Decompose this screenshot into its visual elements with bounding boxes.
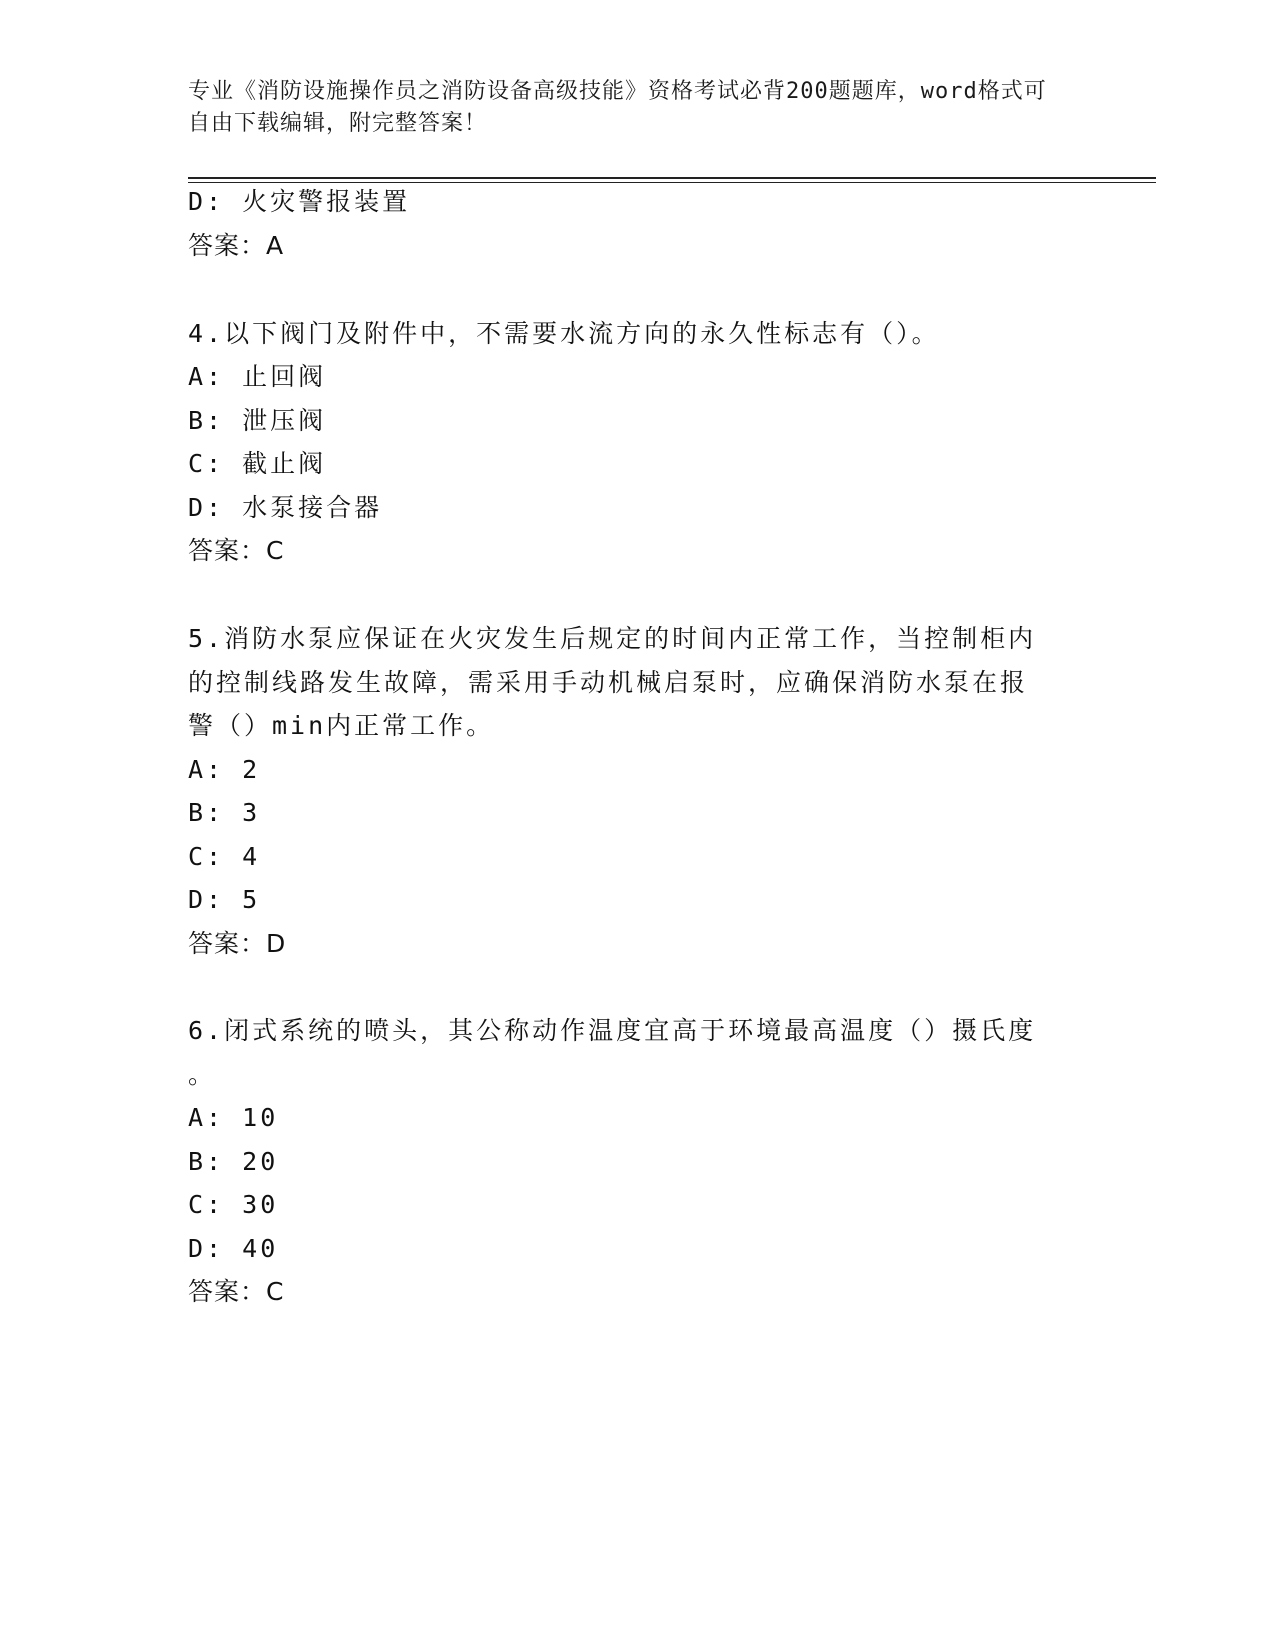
q6-option-c: C: 30 — [188, 1190, 279, 1219]
q6-option-a: A: 10 — [188, 1103, 279, 1132]
q5-option-c: C: 4 — [188, 842, 261, 871]
q6-stem-line-1: 6.闭式系统的喷头，其公称动作温度宜高于环境最高温度（）摄氏度 — [188, 1016, 1037, 1045]
q3-option-d: D: 火灾警报装置 — [188, 187, 411, 216]
document-header: 专业《消防设施操作员之消防设备高级技能》资格考试必背200题题库，word格式可自由下载编辑，附完整答案！ — [188, 79, 1047, 136]
q4-option-d: D: 水泵接合器 — [188, 493, 383, 522]
q5-stem-line-1: 5.消防水泵应保证在火灾发生后规定的时间内正常工作，当控制柜内 — [188, 624, 1037, 653]
header-rule-thin — [188, 182, 1156, 183]
q4-option-b: B: 泄压阀 — [188, 406, 327, 435]
q5-option-b: B: 3 — [188, 798, 261, 827]
q5-option-d: D: 5 — [188, 885, 261, 914]
q6-option-d: D: 40 — [188, 1234, 279, 1263]
q5-stem-line-2: 的控制线路发生故障，需采用手动机械启泵时，应确保消防水泵在报 — [188, 668, 1029, 697]
q6-answer: 答案：C — [188, 1277, 285, 1306]
header-rule-thick — [188, 177, 1156, 179]
q6-stem-line-2: 。 — [188, 1060, 217, 1089]
q6-option-b: B: 20 — [188, 1147, 279, 1176]
q3-answer: 答案：A — [188, 231, 285, 260]
q5-answer: 答案：D — [188, 929, 287, 958]
q4-stem: 4.以下阀门及附件中，不需要水流方向的永久性标志有（）。 — [188, 319, 940, 348]
q4-answer: 答案：C — [188, 536, 285, 565]
q5-stem-line-3: 警（）min内正常工作。 — [188, 711, 495, 740]
q5-option-a: A: 2 — [188, 755, 261, 784]
q4-option-c: C: 截止阀 — [188, 449, 327, 478]
q4-option-a: A: 止回阀 — [188, 362, 327, 391]
